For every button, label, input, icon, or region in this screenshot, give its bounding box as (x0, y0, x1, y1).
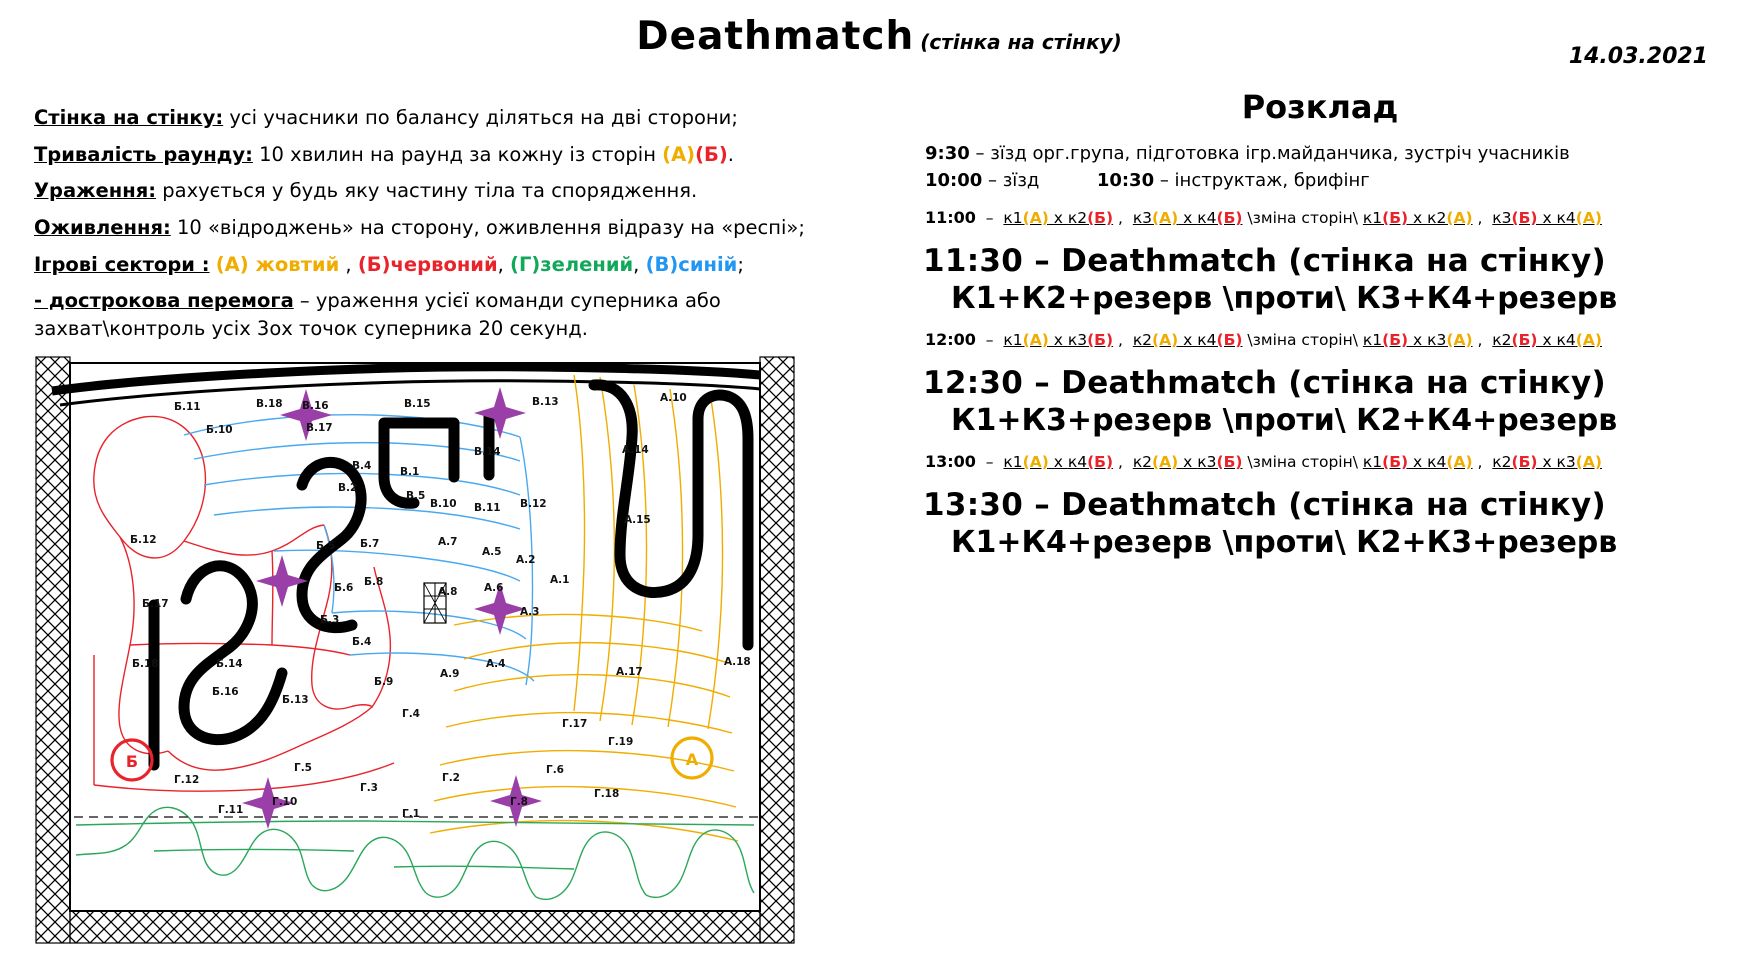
svg-text:В.4: В.4 (352, 460, 372, 472)
early-text-3: – інструктаж, брифінг (1154, 170, 1370, 191)
swap-1300: \зміна сторін\ (1247, 453, 1358, 471)
sector-a-code: (А) (215, 252, 249, 276)
pair2-1200-1x: х (1408, 331, 1428, 349)
map-svg (34, 355, 864, 945)
round-time-1300: 13:00 (925, 452, 976, 471)
pair-1200-1ac: (А) (1022, 331, 1049, 349)
rule-line-hits (34, 177, 834, 205)
svg-text:Г.3: Г.3 (360, 782, 378, 794)
svg-text:Б.4: Б.4 (352, 636, 372, 648)
pair-1300-2x: х (1178, 453, 1198, 471)
pair2-1300-2ac: (Б) (1511, 453, 1538, 471)
pair-1200-2ac: (А) (1152, 331, 1179, 349)
round-dash-1300: – (980, 453, 999, 471)
svg-text:Б.7: Б.7 (360, 538, 380, 550)
pair-1300-2bc: (Б) (1216, 453, 1243, 471)
pair2-1300-1bc: (А) (1446, 453, 1473, 471)
svg-text:А.17: А.17 (616, 666, 643, 678)
round-time-1100: 11:00 (925, 208, 976, 227)
svg-text:Г.19: Г.19 (608, 736, 634, 748)
rule-label-earlywin: - дострокова перемога (34, 289, 294, 313)
pair-1100-1b: к2 (1067, 209, 1088, 227)
swap-1200: \зміна сторін\ (1247, 331, 1358, 349)
document-date: 14.03.2021 (1568, 44, 1708, 69)
pair2-1200-1bc: (А) (1446, 331, 1473, 349)
svg-text:Г.6: Г.6 (546, 764, 564, 776)
svg-text:А.7: А.7 (438, 536, 458, 548)
svg-text:А.8: А.8 (438, 586, 458, 598)
pair-1100-2ac: (А) (1152, 209, 1179, 227)
svg-text:Б.5: Б.5 (316, 540, 336, 552)
match-1130-teams: К1+К2+резерв \проти\ К3+К4+резерв (951, 281, 1618, 316)
match-1330-teams: К1+К4+резерв \проти\ К2+К3+резерв (951, 525, 1618, 560)
svg-text:Г.12: Г.12 (174, 774, 200, 786)
rule-label-sectors: Ігрові сектори : (34, 252, 210, 276)
schedule-round-1300 (925, 452, 1735, 471)
base-a-label: А (685, 750, 699, 769)
svg-text:В.16: В.16 (302, 400, 329, 412)
svg-text:Г.1: Г.1 (402, 808, 420, 820)
pair-1200-1bc: (Б) (1087, 331, 1114, 349)
comma-1200-1: , (1118, 331, 1128, 349)
match-1230-header: 12:30 – Deathmatch (стінка на стінку) (923, 365, 1606, 401)
sector-a-name: жовтий (248, 252, 340, 276)
pair2-1100-1bc: (А) (1446, 209, 1473, 227)
pair-1200-1b: к3 (1067, 331, 1088, 349)
svg-text:Б.10: Б.10 (206, 424, 233, 436)
svg-text:А.10: А.10 (660, 392, 687, 404)
schedule-block (905, 88, 1735, 560)
round-dash-1100: – (980, 209, 999, 227)
pair-1100-1a: к1 (1003, 209, 1023, 227)
svg-text:В.5: В.5 (406, 490, 426, 502)
pair2-1200-2ac: (Б) (1511, 331, 1538, 349)
svg-text:А.6: А.6 (484, 582, 504, 594)
svg-text:А.3: А.3 (520, 606, 540, 618)
rule-label-wall: Стінка на стінку: (34, 106, 224, 129)
rule-label-respawn: Оживлення: (34, 216, 171, 240)
svg-text:В.1: В.1 (400, 466, 420, 478)
pair2-1300-1ac: (Б) (1382, 453, 1409, 471)
svg-text:Г.18: Г.18 (594, 788, 620, 800)
early-text-1: – зїзд орг.група, підготовка ігр.майданчика, зустріч учасників (969, 143, 1570, 164)
sector-g-outline (76, 807, 754, 899)
sector-sep-2: , (497, 252, 511, 276)
schedule-title: Розклад (1241, 88, 1399, 126)
pair2-1100-2b: к4 (1556, 209, 1576, 227)
match-1330-header: 13:30 – Deathmatch (стінка на стінку) (923, 487, 1606, 523)
pair2-1300-1x: х (1408, 453, 1428, 471)
svg-text:А.18: А.18 (724, 656, 751, 668)
match-1230 (923, 365, 1735, 438)
side-a-token: (А) (662, 142, 696, 166)
schedule-early-1 (925, 140, 1735, 167)
pair-1200-2x: х (1178, 331, 1198, 349)
pair-1100-1x: х (1048, 209, 1068, 227)
rule-label-duration: Тривалість раунду: (34, 142, 253, 166)
comma-1100-1: , (1118, 209, 1128, 227)
pair-1200-1a: к1 (1003, 331, 1023, 349)
round-time-1200: 12:00 (925, 330, 976, 349)
svg-text:Б.13: Б.13 (282, 694, 309, 706)
sector-a-outline (430, 375, 738, 841)
svg-text:Б.16: Б.16 (212, 686, 239, 698)
sector-b-code: (Б) (357, 252, 391, 276)
match-1130-header: 11:30 – Deathmatch (стінка на стінку) (923, 243, 1606, 279)
pair-1200-2a: к2 (1132, 331, 1153, 349)
pair2-1300-2a: к2 (1492, 453, 1512, 471)
svg-text:Б.3: Б.3 (320, 614, 340, 626)
pair2-1300-1b: к4 (1427, 453, 1447, 471)
pair2-1200-2x: х (1537, 331, 1557, 349)
svg-text:А.2: А.2 (516, 554, 536, 566)
svg-text:Б.14: Б.14 (216, 658, 243, 670)
comma-1100-2: , (1477, 209, 1488, 227)
rule-line-respawn (34, 214, 834, 242)
rule-text-respawn: 10 «відроджень» на сторону, оживлення відразу на «респі»; (170, 216, 805, 240)
rule-line-earlywin (34, 287, 834, 342)
pair-1300-2ac: (А) (1152, 453, 1179, 471)
match-1230-teams: К1+К3+резерв \проти\ К2+К4+резерв (951, 403, 1618, 438)
pair-1300-1b: к4 (1067, 453, 1088, 471)
round-dash-1200: – (980, 331, 999, 349)
svg-text:В.10: В.10 (430, 498, 457, 510)
rule-tail-duration: . (727, 142, 734, 166)
side-b-token: (Б) (695, 142, 728, 166)
game-field-map (34, 355, 864, 945)
page-title: Deathmatch (636, 14, 915, 59)
svg-text:Б.6: Б.6 (334, 582, 354, 594)
rule-text-earlywin: – ураження усієї команди суперника або захват\контроль усіх 3ох точок суперника 20 секунд. (34, 289, 721, 341)
early-text-2: – зїзд (982, 170, 1040, 191)
map-field-frame (70, 363, 760, 911)
schedule-early-2 (925, 167, 1735, 194)
svg-text:В.13: В.13 (532, 396, 559, 408)
sector-g-code: (Г) (510, 252, 541, 276)
pair2-1100-1a: к1 (1362, 209, 1383, 227)
base-b-label: Б (125, 752, 139, 771)
pair2-1300-2bc: (А) (1575, 453, 1602, 471)
comma-1300-2: , (1477, 453, 1488, 471)
svg-text:Б.17: Б.17 (142, 598, 169, 610)
pair2-1100-2a: к3 (1492, 209, 1512, 227)
svg-text:Г.4: Г.4 (402, 708, 420, 720)
pair2-1100-1b: к2 (1427, 209, 1447, 227)
pair2-1100-2bc: (А) (1575, 209, 1602, 227)
sector-sep-1: , (339, 252, 358, 276)
svg-text:А.14: А.14 (622, 444, 649, 456)
sector-g-name: зелений (540, 252, 634, 276)
pair-1100-1bc: (Б) (1087, 209, 1114, 227)
rule-line-sectors (34, 251, 834, 279)
schedule-round-1100 (925, 208, 1735, 227)
comma-1300-1: , (1118, 453, 1128, 471)
pair-1200-2bc: (Б) (1216, 331, 1243, 349)
pair-1100-2bc: (Б) (1216, 209, 1243, 227)
rules-block (34, 104, 834, 352)
rule-line-wall (34, 104, 834, 132)
page-header (0, 14, 1758, 70)
svg-text:Г.2: Г.2 (442, 772, 460, 784)
match-1330 (923, 487, 1735, 560)
pair-1200-2b: к4 (1197, 331, 1217, 349)
pair-1300-1bc: (Б) (1087, 453, 1114, 471)
sector-v-code: (В) (645, 252, 679, 276)
pair-1100-1ac: (А) (1022, 209, 1049, 227)
svg-text:Г.11: Г.11 (218, 804, 244, 816)
pair2-1200-2bc: (А) (1575, 331, 1602, 349)
schedule-round-1200 (925, 330, 1735, 349)
svg-text:Г.5: Г.5 (294, 762, 312, 774)
pair2-1100-2x: х (1537, 209, 1557, 227)
pair2-1200-1b: к3 (1427, 331, 1447, 349)
pair2-1100-2ac: (Б) (1511, 209, 1538, 227)
svg-text:В.15: В.15 (404, 398, 431, 410)
comma-1200-2: , (1477, 331, 1488, 349)
map-black-structures (154, 385, 748, 765)
pair-1100-2b: к4 (1197, 209, 1217, 227)
pair2-1100-1ac: (Б) (1382, 209, 1409, 227)
svg-text:Б.12: Б.12 (130, 534, 157, 546)
svg-text:А.1: А.1 (550, 574, 570, 586)
sector-v-name: синій (678, 252, 738, 276)
svg-text:Г.10: Г.10 (272, 796, 298, 808)
svg-text:Б.11: Б.11 (174, 401, 201, 413)
map-top-road (52, 367, 760, 391)
pair-1100-2x: х (1178, 209, 1198, 227)
sector-sep-3: , (633, 252, 646, 276)
svg-text:А.5: А.5 (482, 546, 502, 558)
page-subtitle: (стінка на стінку) (920, 30, 1122, 54)
svg-text:В.12: В.12 (520, 498, 547, 510)
pair2-1100-1x: х (1408, 209, 1428, 227)
title-block (0, 14, 1758, 59)
svg-text:Г.8: Г.8 (510, 796, 528, 808)
svg-text:В.2: В.2 (338, 482, 358, 494)
svg-text:А.15: А.15 (624, 514, 651, 526)
early-time-2: 10:00 (925, 170, 983, 191)
pair-1300-2b: к3 (1197, 453, 1217, 471)
rule-label-hits: Ураження: (34, 179, 157, 203)
pair-1300-2a: к2 (1132, 453, 1153, 471)
svg-text:А.4: А.4 (486, 658, 506, 670)
pair-1300-1ac: (А) (1022, 453, 1049, 471)
rule-text-duration: 10 хвилин на раунд за кожну із сторін (252, 142, 663, 166)
pair2-1300-2b: к3 (1556, 453, 1576, 471)
pair2-1300-1a: к1 (1362, 453, 1383, 471)
match-1130 (923, 243, 1735, 316)
rule-text-hits: рахується у будь яку частину тіла та спорядження. (156, 179, 698, 203)
svg-text:А.9: А.9 (440, 668, 460, 680)
pair-1200-1x: х (1048, 331, 1068, 349)
early-time-1: 9:30 (925, 143, 970, 164)
pair2-1200-1ac: (Б) (1382, 331, 1409, 349)
pair-1300-1x: х (1048, 453, 1068, 471)
svg-text:Б.9: Б.9 (374, 676, 394, 688)
early-time-3: 10:30 (1096, 170, 1155, 191)
pair2-1300-2x: х (1537, 453, 1557, 471)
pair-1100-2a: к3 (1132, 209, 1153, 227)
pair2-1200-2a: к2 (1492, 331, 1512, 349)
svg-text:В.17: В.17 (306, 422, 333, 434)
sector-b-name: червоний (390, 252, 498, 276)
pair2-1200-2b: к4 (1556, 331, 1576, 349)
swap-1100: \зміна сторін\ (1247, 209, 1358, 227)
svg-text:В.14: В.14 (474, 446, 501, 458)
svg-text:Б.8: Б.8 (364, 576, 384, 588)
svg-text:В.11: В.11 (474, 502, 501, 514)
pair-1300-1a: к1 (1003, 453, 1023, 471)
svg-text:Г.17: Г.17 (562, 718, 588, 730)
svg-text:Б.18: Б.18 (132, 658, 159, 670)
svg-text:В.18: В.18 (256, 398, 283, 410)
sector-end: ; (737, 252, 744, 276)
pair2-1200-1a: к1 (1362, 331, 1383, 349)
rule-text-wall: усі учасники по балансу діляться на дві сторони; (223, 106, 738, 129)
rule-line-duration (34, 141, 834, 169)
